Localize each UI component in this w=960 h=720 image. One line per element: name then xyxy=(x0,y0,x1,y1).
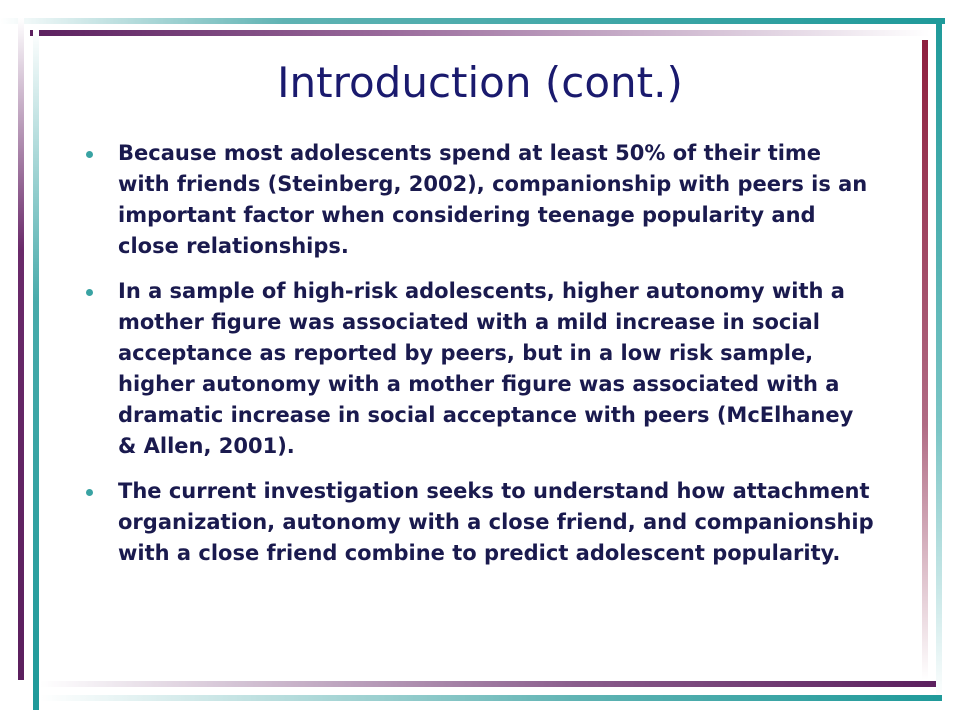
frame-bar-left-inner xyxy=(33,30,39,710)
frame-bar-left-outer xyxy=(18,18,24,680)
frame-bar-top-inner xyxy=(30,30,930,36)
bullet-text: The current investigation seeks to understand how attachment organization, autonomy with a close friend, and companionship with a close friend combine to predict adolescent popularity. xyxy=(118,479,874,565)
frame-bar-bottom-inner xyxy=(40,681,936,687)
bullet-dot-icon xyxy=(86,151,93,158)
bullet-text: Because most adolescents spend at least 50% of their time with friends (Steinberg, 2002), companionship with peers is an important factor when considering teenage popularity and close relationships. xyxy=(118,141,868,258)
frame-bar-top-outer xyxy=(0,18,945,24)
bullet-item xyxy=(84,276,874,462)
bullet-dot-icon xyxy=(86,489,93,496)
bullet-text: In a sample of high-risk adolescents, higher autonomy with a mother figure was associated with a mild increase in social acceptance as reported by peers, but in a low risk sample, higher autonomy with a mother figure was associated with a dramatic increase in social acceptance with peers (McElhaney & Allen, 2001). xyxy=(118,279,854,458)
frame-bar-bottom-outer xyxy=(40,695,942,701)
bullet-item xyxy=(84,138,874,262)
slide-title: Introduction (cont.) xyxy=(277,58,683,107)
bullet-item xyxy=(84,476,874,569)
bullet-dot-icon xyxy=(86,289,93,296)
frame-bar-right-outer xyxy=(936,22,942,702)
bullet-list xyxy=(84,138,874,583)
frame-bar-right-inner xyxy=(922,40,928,680)
